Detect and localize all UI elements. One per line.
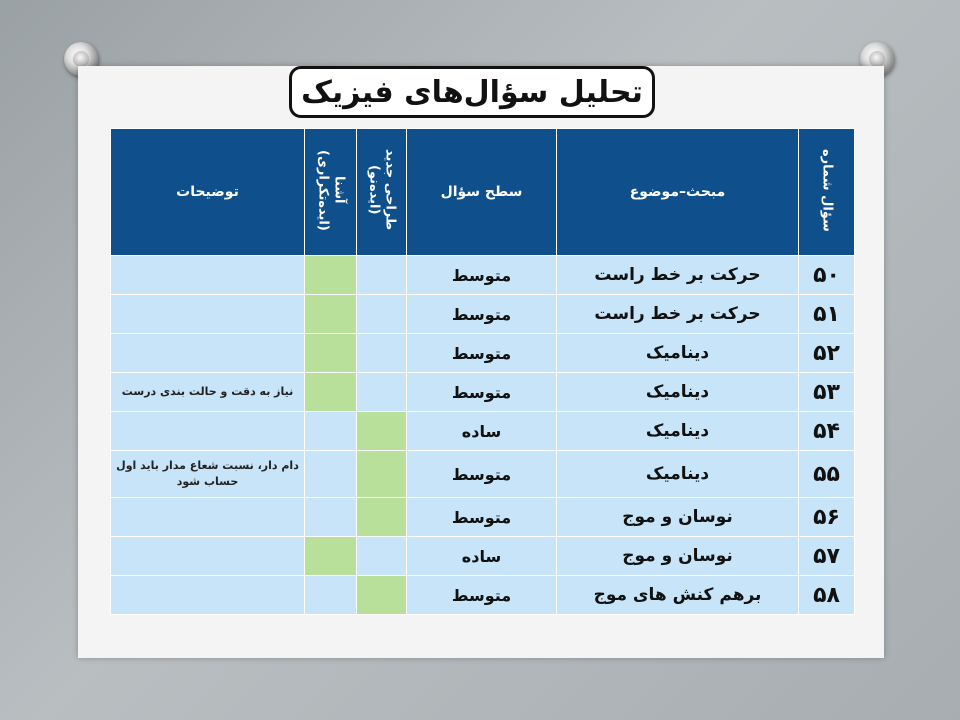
header-new-design: طراحی جدید (ایده‌نو) (357, 129, 407, 256)
notes-cell (111, 576, 305, 615)
question-number: ۵۳ (799, 373, 855, 412)
header-row (111, 129, 855, 256)
new-design-cell (357, 295, 407, 334)
familiar-cell (305, 256, 357, 295)
question-number: ۵۲ (799, 334, 855, 373)
table-row (111, 334, 855, 373)
analysis-table (110, 128, 855, 615)
notes-cell (111, 295, 305, 334)
topic-cell: دینامیک (557, 334, 799, 373)
topic-cell: نوسان و موج (557, 498, 799, 537)
new-design-cell (357, 451, 407, 498)
topic-cell: دینامیک (557, 451, 799, 498)
familiar-cell (305, 412, 357, 451)
familiar-cell (305, 295, 357, 334)
level-cell: متوسط (407, 295, 557, 334)
new-design-cell (357, 373, 407, 412)
new-design-cell (357, 256, 407, 295)
notes-cell (111, 537, 305, 576)
header-topic: مبحث–موضوع (557, 129, 799, 256)
header-number: سؤال شماره (799, 129, 855, 256)
question-number: ۵۴ (799, 412, 855, 451)
question-number: ۵۸ (799, 576, 855, 615)
table-row (111, 451, 855, 498)
header-level: سطح سؤال (407, 129, 557, 256)
topic-cell: دینامیک (557, 412, 799, 451)
table-row (111, 295, 855, 334)
topic-cell: حرکت بر خط راست (557, 295, 799, 334)
familiar-cell (305, 537, 357, 576)
level-cell: ساده (407, 537, 557, 576)
new-design-cell (357, 334, 407, 373)
table-row (111, 373, 855, 412)
question-number: ۵۱ (799, 295, 855, 334)
topic-cell: حرکت بر خط راست (557, 256, 799, 295)
level-cell: متوسط (407, 498, 557, 537)
new-design-cell (357, 576, 407, 615)
new-design-cell (357, 537, 407, 576)
page-title: تحلیل سؤال‌های فیزیک (301, 74, 643, 110)
familiar-cell (305, 498, 357, 537)
level-cell: متوسط (407, 256, 557, 295)
familiar-cell (305, 576, 357, 615)
topic-cell: دینامیک (557, 373, 799, 412)
table-row (111, 498, 855, 537)
new-design-cell (357, 412, 407, 451)
level-cell: متوسط (407, 576, 557, 615)
notes-cell (111, 498, 305, 537)
question-number: ۵۰ (799, 256, 855, 295)
level-cell: متوسط (407, 334, 557, 373)
notes-cell: نیاز به دقت و حالت بندی درست (111, 373, 305, 412)
header-familiar: آشنا (ایده‌تکراری) (305, 129, 357, 256)
table-row (111, 537, 855, 576)
notes-cell: دام دار، نسبت شعاع مدار باید اول حساب شود (111, 451, 305, 498)
table-row (111, 412, 855, 451)
title-box (289, 66, 655, 118)
table-row (111, 576, 855, 615)
new-design-cell (357, 498, 407, 537)
familiar-cell (305, 334, 357, 373)
level-cell: متوسط (407, 451, 557, 498)
level-cell: ساده (407, 412, 557, 451)
question-number: ۵۶ (799, 498, 855, 537)
topic-cell: برهم کنش های موج (557, 576, 799, 615)
question-number: ۵۷ (799, 537, 855, 576)
notes-cell (111, 334, 305, 373)
topic-cell: نوسان و موج (557, 537, 799, 576)
header-notes: توضیحات (111, 129, 305, 256)
familiar-cell (305, 373, 357, 412)
notes-cell (111, 256, 305, 295)
question-number: ۵۵ (799, 451, 855, 498)
level-cell: متوسط (407, 373, 557, 412)
familiar-cell (305, 451, 357, 498)
notes-cell (111, 412, 305, 451)
table-row (111, 256, 855, 295)
